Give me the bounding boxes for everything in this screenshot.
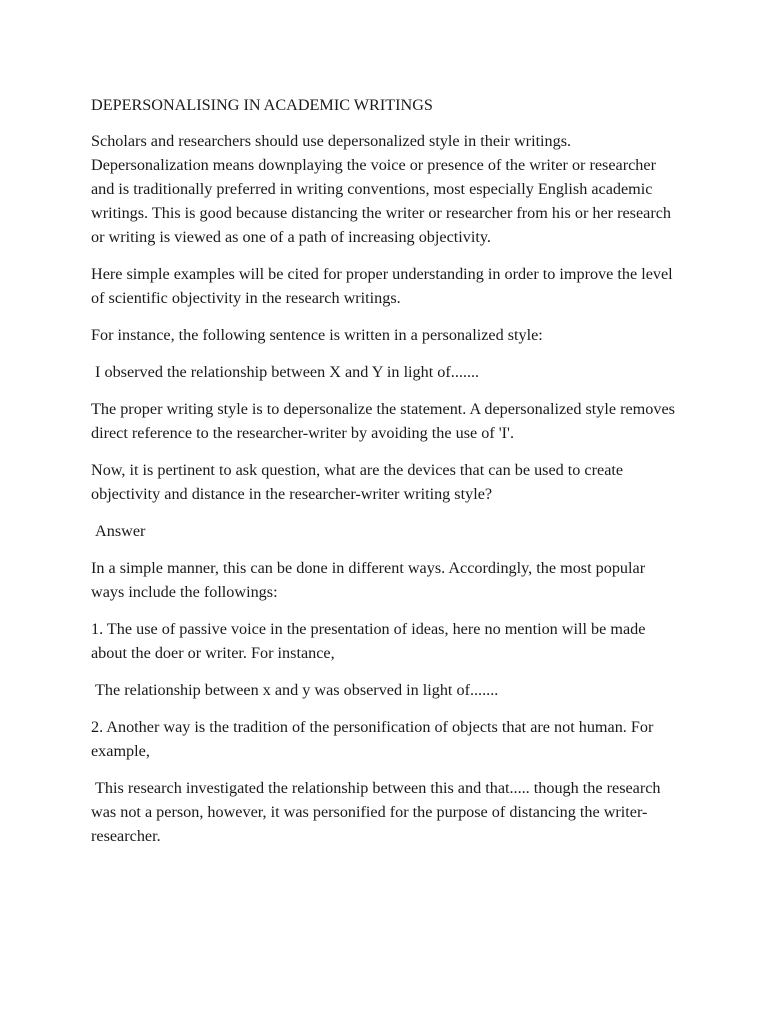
document-title: DEPERSONALISING IN ACADEMIC WRITINGS [91, 96, 433, 114]
paragraph-personification: 2. Another way is the tradition of the personification of objects that are not human. For example, [91, 718, 654, 760]
paragraph-examples-intro: Here simple examples will be cited for proper understanding in order to improve the level of scientific objectivity in the research writings. [91, 265, 673, 307]
paragraph-passive-example: The relationship between x and y was observed in light of....... [91, 681, 499, 699]
paragraph-question: Now, it is pertinent to ask question, what are the devices that can be used to create objectivity and distance in the researcher-writer writing style? [91, 461, 624, 503]
paragraph-answer-label: Answer [91, 522, 146, 540]
paragraph-intro: Scholars and researchers should use depersonalized style in their writings. Depersonalization means downplaying the voice or presence of the writer or researcher and is traditionally preferred in writing conventions, most especially English academic writings. This is good because distancing the writer or researcher from his or her research or writing is viewed as one of a path of increasing objectivity. [91, 132, 672, 246]
paragraph-personalized-intro: For instance, the following sentence is written in a personalized style: [91, 326, 543, 344]
paragraph-personification-example: This research investigated the relationship between this and that..... though the research was not a person, however, it was personified for the purpose of distancing the writer-researcher. [91, 779, 661, 845]
paragraph-answer-intro: In a simple manner, this can be done in different ways. Accordingly, the most popular ways include the followings: [91, 559, 646, 601]
document-body [91, 93, 681, 861]
paragraph-passive-voice: 1. The use of passive voice in the presentation of ideas, here no mention will be made about the doer or writer. For instance, [91, 620, 646, 662]
paragraph-proper-style: The proper writing style is to depersonalize the statement. A depersonalized style removes direct reference to the researcher-writer by avoiding the use of 'I'. [91, 400, 675, 442]
paragraph-personalized-example: I observed the relationship between X and Y in light of....... [91, 363, 480, 381]
